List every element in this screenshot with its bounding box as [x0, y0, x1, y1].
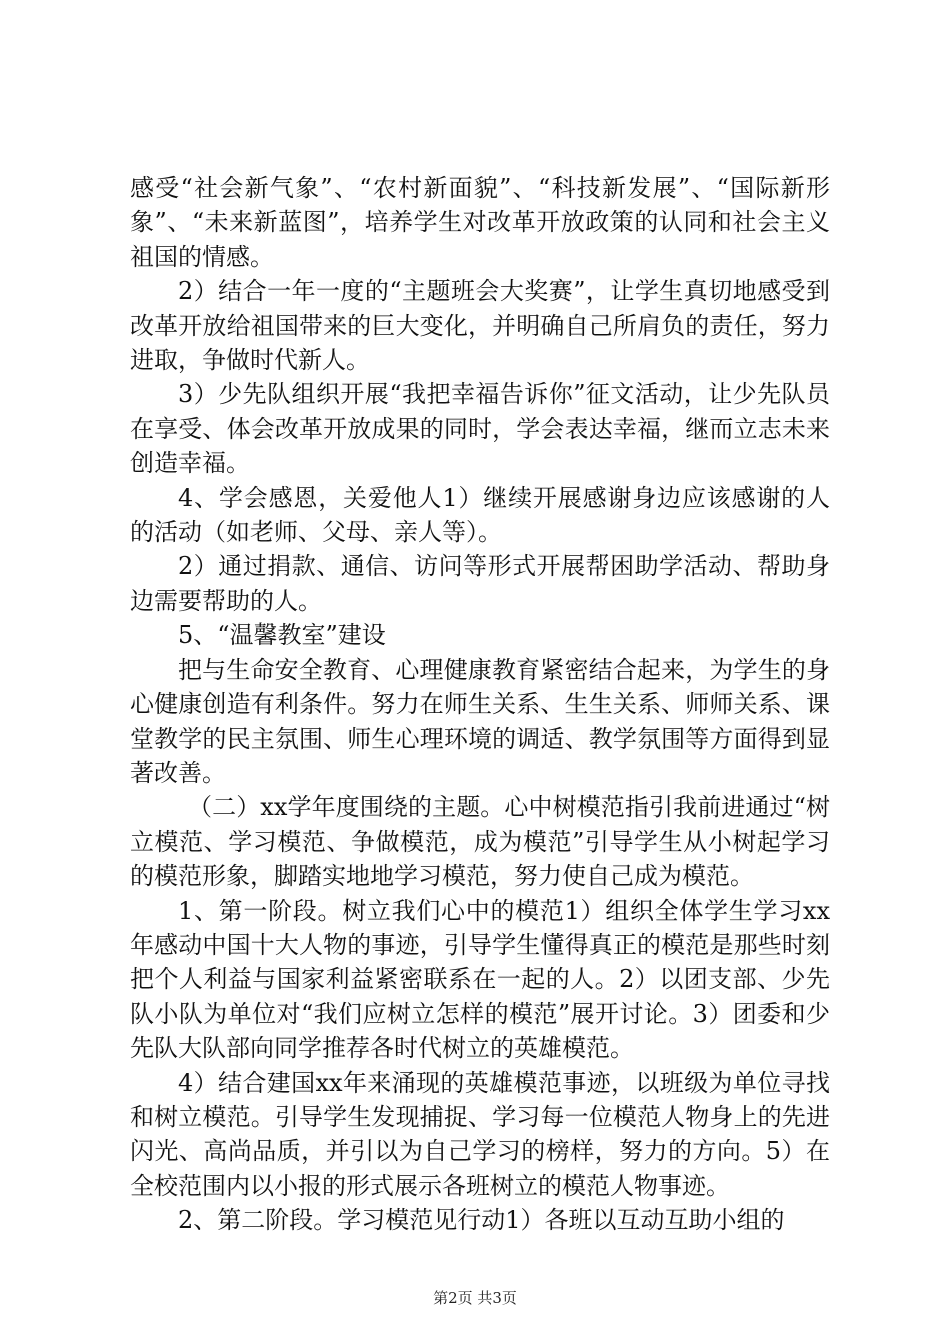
paragraph-2: 2）结合一年一度的“主题班会大奖赛”，让学生真切地感受到改革开放给祖国带来的巨大变化，并明确自己所肩负的责任，努力进取，争做时代新人。: [130, 277, 830, 375]
paragraph-6-heading: 5、“温馨教室”建设: [178, 621, 386, 650]
paragraph-11: 2、第二阶段。学习模范见行动1）各班以互动互助小组的: [178, 1206, 785, 1235]
paragraph-1: 感受“社会新气象”、“农村新面貌”、“科技新发展”、“国际新形象”、“未来新蓝图”，培养学生对改革开放政策的认同和社会主义祖国的情感。: [130, 174, 830, 271]
page-number-footer: 第2页 共3页: [433, 1289, 517, 1307]
paragraph-8: （二）xx学年度围绕的主题。心中树模范指引我前进通过“树立模范、学习模范、争做模范，成为模范”引导学生从小树起学习的模范形象，脚踏实地地学习模范，努力使自己成为模范。: [130, 793, 830, 891]
paragraph-10: 4）结合建国xx年来涌现的英雄模范事迹，以班级为单位寻找和树立模范。引导学生发现捕捉、学习每一位模范人物身上的先进闪光、高尚品质，并引以为自己学习的榜样，努力的方向。5）在全校范围内以小报的形式展示各班树立的模范人物事迹。: [130, 1068, 830, 1200]
paragraph-7: 把与生命安全教育、心理健康教育紧密结合起来，为学生的身心健康创造有利条件。努力在师生关系、生生关系、师师关系、课堂教学的民主氛围、师生心理环境的调适、教学氛围等方面得到显著改善。: [130, 655, 830, 787]
paragraph-5: 2）通过捐款、通信、访问等形式开展帮困助学活动、帮助身边需要帮助的人。: [130, 552, 830, 615]
paragraph-3: 3）少先队组织开展“我把幸福告诉你”征文活动，让少先队员在享受、体会改革开放成果的同时，学会表达幸福，继而立志未来创造幸福。: [130, 380, 830, 478]
paragraph-9: 1、第一阶段。树立我们心中的模范1）组织全体学生学习xx年感动中国十大人物的事迹，引导学生懂得真正的模范是那些时刻把个人利益与国家利益紧密联系在一起的人。2）以团支部、少先队小队为单位对“我们应树立怎样的模范”展开讨论。3）团委和少先队大队部向同学推荐各时代树立的英雄模范。: [130, 896, 830, 1063]
paragraph-4: 4、学会感恩，关爱他人1）继续开展感谢身边应该感谢的人的活动（如老师、父母、亲人等）。: [130, 483, 830, 547]
document-body: [130, 171, 830, 1238]
